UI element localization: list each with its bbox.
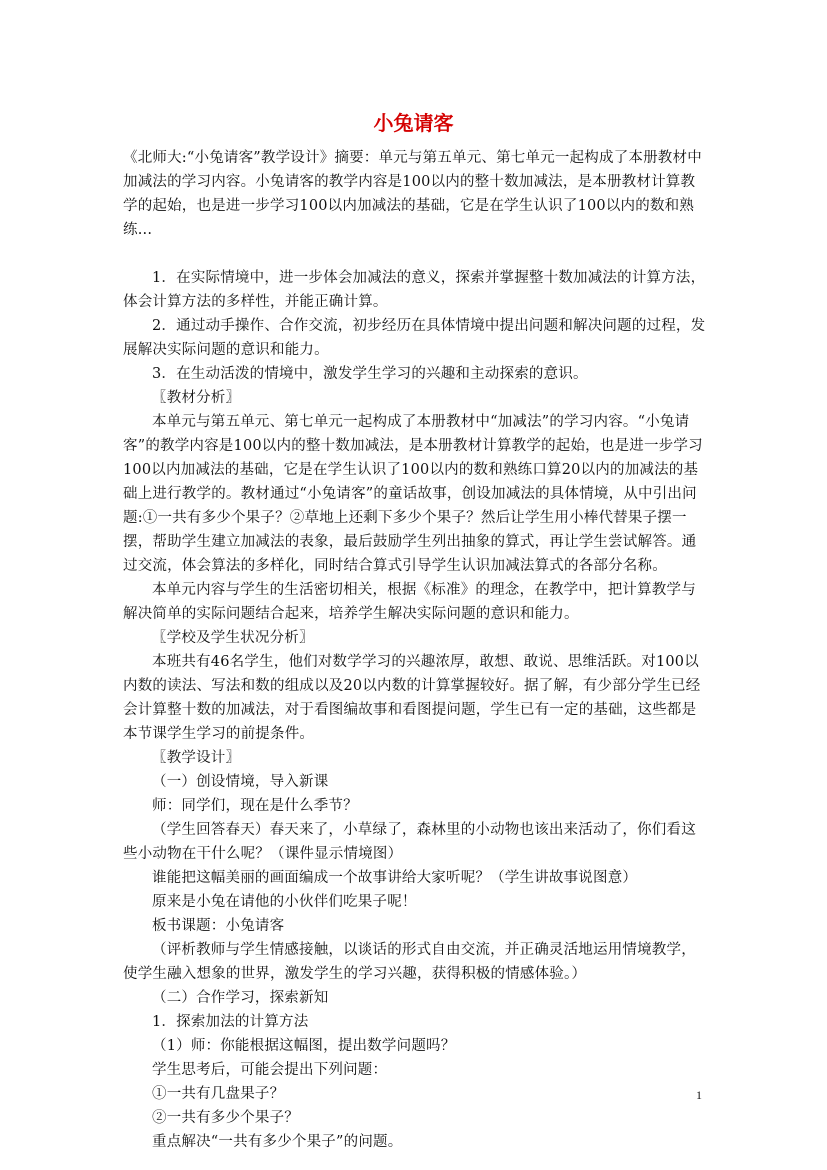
design-line: （1）师：你能根据这幅图，提出数学问题吗？	[152, 1038, 456, 1054]
section-heading-school: 〖学校及学生状况分析〗	[152, 630, 314, 646]
section-heading-textbook: 〖教材分析〗	[152, 390, 241, 406]
textbook-paragraph-1: 本单元与第五单元、第七单元一起构成了本册教材中“加减法”的学习内容。“小兔请客”的教学内容是100以内的整十数加减法，是本册教材计算教学的起始，也是进一步学习100以内加减法的基础，它是在学生认识了100以内的数和熟练口算20以内的加减法的基础上进行教学的。教材通过“小兔请客”的童话故事，创设加减法的具体情境，从中引出问题:①一共有多少个果子？②草地上还剩下多少个果子？然后让学生用小棒代替果子摆一摆，帮助学生建立加减法的表象，最后鼓励学生列出抽象的算式，再让学生尝试解答。通过交流，体会算法的多样化，同时结合算式引导学生认识加减法算式的各部分名称。	[123, 414, 703, 574]
design-line: 师：同学们，现在是什么季节？	[152, 798, 358, 814]
design-line: 1．探索加法的计算方法	[152, 1014, 309, 1030]
abstract-paragraph: 《北师大:“小兔请客”教学设计》摘要：单元与第五单元、第七单元一起构成了本册教材中加减法的学习内容。小兔请客的教学内容是100以内的整十数加减法，是本册教材计算教学的起始，也是进一步学习100以内加减法的基础，它是在学生认识了100以内的数和熟练...	[123, 150, 702, 238]
page-number: 1	[696, 1088, 702, 1102]
design-line: （评析教师与学生情感接触，以谈话的形式自由交流，并正确灵活地运用情境教学，使学生融入想象的世界，激发学生的学习兴趣，获得积极的情感体验。）	[123, 942, 696, 982]
school-paragraph: 本班共有46名学生，他们对数学学习的兴趣浓厚，敢想、敢说、思维活跃。对100以内数的读法、写法和数的组成以及20以内数的计算掌握较好。据了解，有少部分学生已经会计算整十数的加减法，对于看图编故事和看图提问题，学生已有一定的基础，这些都是本节课学生学习的前提条件。	[123, 654, 701, 742]
textbook-paragraph-2: 本单元内容与学生的生活密切相关，根据《标准》的理念，在教学中，把计算教学与解决简单的实际问题结合起来，培养学生解决实际问题的意识和能力。	[123, 582, 696, 622]
design-line: 重点解决“一共有多少个果子”的问题。	[152, 1134, 403, 1150]
design-line: 原来是小兔在请他的小伙伴们吃果子呢！	[152, 894, 417, 910]
section-heading-design: 〖教学设计〗	[152, 750, 241, 766]
design-line: 板书课题：小兔请客	[152, 918, 285, 934]
goal-item-3: 3．在生动活泼的情境中，激发学生学习的兴趣和主动探索的意识。	[152, 366, 588, 382]
design-line: 谁能把这幅美丽的画面编成一个故事讲给大家听呢？（学生讲故事说图意）	[152, 870, 638, 886]
document-title: 小兔请客	[373, 111, 454, 135]
design-line: （一）创设情境，导入新课	[152, 774, 329, 790]
goal-item-1: 1．在实际情境中，进一步体会加减法的意义，探索并掌握整十数加减法的计算方法，体会计算方法的多样性，并能正确计算。	[123, 270, 706, 310]
design-line: （学生回答春天）春天来了，小草绿了，森林里的小动物也该出来活动了，你们看这些小动物在干什么呢？（课件显示情境图）	[123, 822, 696, 862]
design-line: ①一共有几盘果子？	[152, 1086, 285, 1102]
goal-item-2: 2．通过动手操作、合作交流，初步经历在具体情境中提出问题和解决问题的过程，发展解决实际问题的意识和能力。	[123, 318, 706, 358]
design-line: ②一共有多少个果子？	[152, 1110, 299, 1126]
spacer	[123, 242, 709, 266]
design-line: （二）合作学习，探索新知	[152, 990, 329, 1006]
document-body	[123, 146, 709, 1154]
design-line: 学生思考后，可能会提出下列问题：	[152, 1062, 388, 1078]
